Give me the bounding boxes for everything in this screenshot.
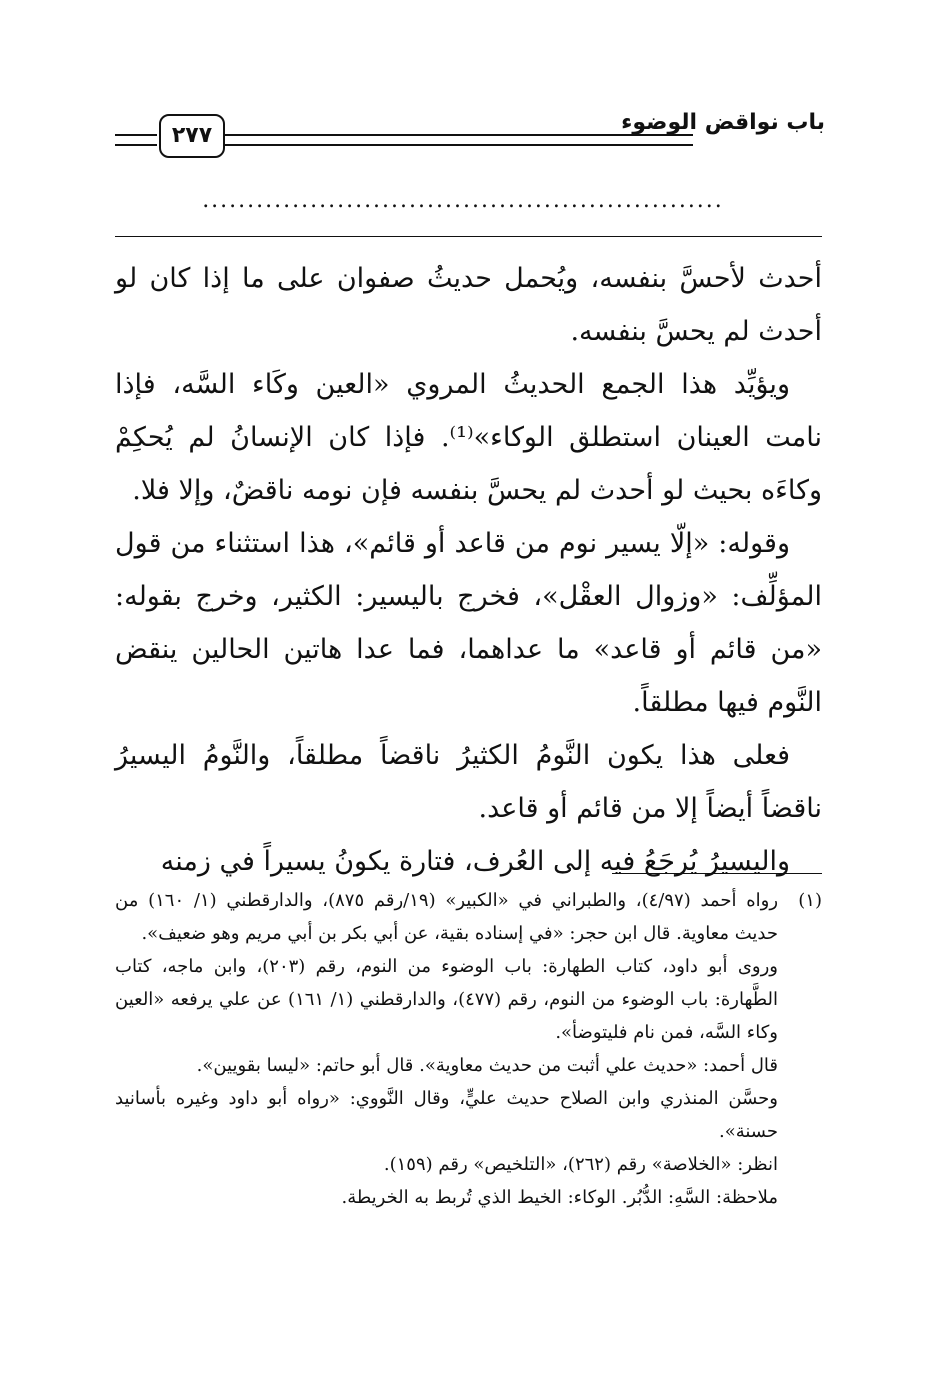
paragraph-4: فعلى هذا يكون النَّومُ الكثيرُ ناقضاً مطلقاً، والنَّومُ اليسيرُ ناقضاً أيضاً إلا من قائم أو قاعد. [115, 740, 822, 824]
footnote-paragraph: انظر: «الخلاصة» رقم (٢٦٢)، «التلخيص» رقم (١٥٩). [383, 1154, 778, 1175]
paragraph-2: ويؤيِّد هذا الجمع الحديثُ المروي «العين وكَاء السَّه، فإذا نامت العينان استطلق الوكاء»⁽¹⁾. فإذا كان الإنسانُ لم يُحكِمْ وكاءَه بحيث لو أحدث لم يحسَّ بنفسه فإن نومه ناقضٌ، وإلا فلا. [115, 369, 822, 506]
header-rule-right [225, 134, 693, 146]
footnote-paragraph: رواه أحمد (٤/٩٧)، والطبراني في «الكبير» (١٩/رقم ٨٧٥)، والدارقطني (١/ ١٦٠) من حديث معاوية. قال ابن حجر: «في إسناده بقية، عن أبي بكر بن أبي مريم وهو ضعيف». [115, 890, 779, 944]
chapter-title: باب نواقض الوضوء [621, 110, 825, 135]
page-header [115, 104, 825, 156]
separator-rule [115, 236, 822, 237]
footnote-rule [612, 873, 822, 874]
footnote-paragraph: قال أحمد: «حديث علي أثبت من حديث معاوية». قال أبو حاتم: «ليسا بقويين». [196, 1055, 778, 1076]
footnote-number: (١) [798, 890, 822, 911]
footnote-paragraph: وحسَّن المنذري وابن الصلاح حديث عليٍّ، وقال النَّووي: «رواه أبو داود وغيره بأسانيد حسنة». [115, 1088, 778, 1142]
footnote-paragraph: ملاحظة: السَّهِ: الدُّبُر. الوكاء: الخيط الذي تُربط به الخريطة. [341, 1187, 778, 1208]
footnote-1 [115, 884, 822, 1214]
paragraph-5: واليسيرُ يُرجَعُ فيه إلى العُرف، فتارة يكونُ يسيراً في زمنه [160, 846, 790, 877]
footnote-paragraph: وروى أبو داود، كتاب الطهارة: باب الوضوء من النوم، رقم (٢٠٣)، وابن ماجه، كتاب الطَّهارة: باب الوضوء من النوم، رقم (٤٧٧)، والدارقطني (١/ ١٦١) عن علي يرفعه «العين وكاء السَّه، فمن نام فليتوضأ». [115, 956, 779, 1043]
dotted-separator: .......................................................... [202, 188, 724, 213]
paragraph-1: أحدث لأحسَّ بنفسه، ويُحمل حديثُ صفوان على ما إذا كان لو أحدث لم يحسَّ بنفسه. [115, 263, 822, 347]
paragraph-3: وقوله: «إلّا يسير نوم من قاعد أو قائم»، هذا استثناء من قول المؤلِّف: «وزوال العقْل»، فخرج باليسير: الكثير، وخرج بقوله: «من قائم أو قاعد» ما عداهما، فما عدا هاتين الحالين ينقض النَّوم فيها مطلقاً. [115, 528, 822, 718]
page-number: ٢٧٧ [159, 114, 225, 158]
footnote-body [115, 884, 778, 1214]
footnotes [115, 884, 822, 1214]
header-rule-left [115, 134, 157, 146]
main-text [115, 252, 822, 888]
